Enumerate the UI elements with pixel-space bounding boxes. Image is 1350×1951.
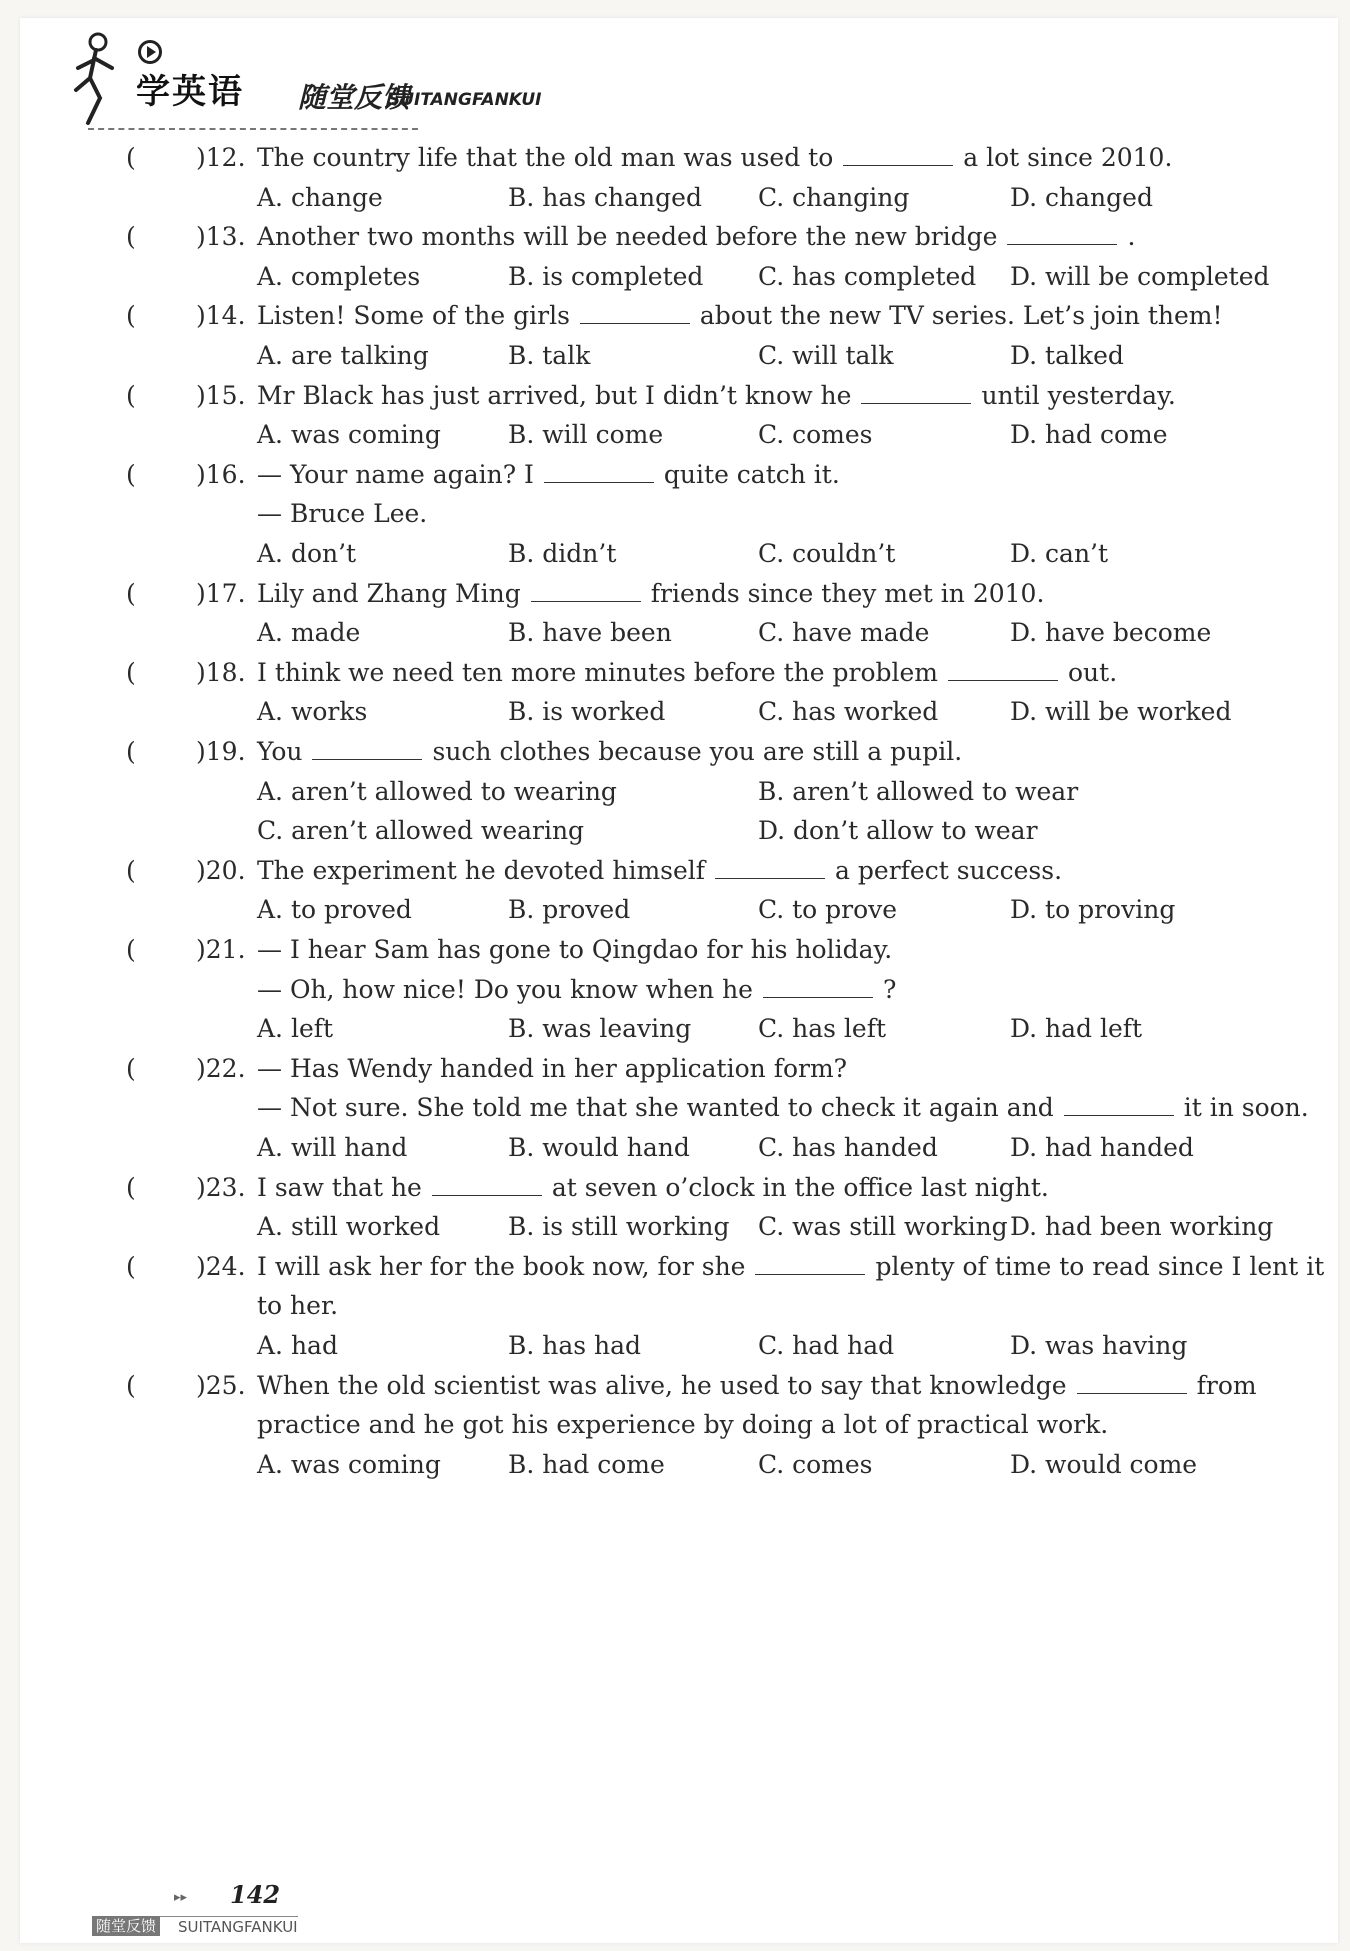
option-b[interactable]: B. would hand xyxy=(508,1133,690,1162)
option-c[interactable]: C. was still working xyxy=(758,1212,1008,1241)
stem-text: The experiment he devoted himself xyxy=(257,856,706,885)
option-b[interactable]: B. didn’t xyxy=(508,539,617,568)
option-b[interactable]: B. has had xyxy=(508,1331,642,1360)
stem-text: Lily and Zhang Ming xyxy=(257,579,521,608)
option-a[interactable]: A. left xyxy=(257,1014,334,1043)
stem-text-end: plenty of time to read since I lent it xyxy=(875,1252,1325,1281)
option-b[interactable]: B. proved xyxy=(508,895,631,924)
dialog-text-start: — Not sure. She told me that she wanted to check it again and xyxy=(257,1093,1054,1122)
question-row xyxy=(0,930,1350,970)
answer-blank[interactable] xyxy=(861,377,971,404)
question-row xyxy=(0,1366,1350,1406)
answer-paren-open: ( xyxy=(126,737,136,766)
answer-blank[interactable] xyxy=(948,654,1058,681)
runner-figure-icon xyxy=(68,28,138,128)
option-d[interactable]: D. changed xyxy=(1010,183,1153,212)
stem-text-end: about the new TV series. Let’s join them! xyxy=(699,301,1223,330)
dialog-text-start: — Oh, how nice! Do you know when he xyxy=(257,975,753,1004)
option-c[interactable]: C. comes xyxy=(758,1450,873,1479)
stem-text-end: until yesterday. xyxy=(981,381,1176,410)
question-stem xyxy=(257,1366,1257,1406)
option-c[interactable]: C. has worked xyxy=(758,697,939,726)
stem-text-end: quite catch it. xyxy=(663,460,840,489)
options-row xyxy=(0,1326,1350,1366)
header-subtitle-cn: 随堂反馈 xyxy=(298,81,411,114)
option-d[interactable]: D. will be completed xyxy=(1010,262,1270,291)
question-stem xyxy=(257,851,1062,891)
options-row xyxy=(0,613,1350,653)
stem-text: You xyxy=(257,737,303,766)
option-b[interactable]: B. talk xyxy=(508,341,591,370)
option-d[interactable]: D. had left xyxy=(1010,1014,1143,1043)
answer-paren-open: ( xyxy=(126,935,136,964)
option-b[interactable]: B. aren’t allowed to wear xyxy=(758,777,1079,806)
question-stem xyxy=(257,1049,847,1089)
option-a[interactable]: A. to proved xyxy=(257,895,412,924)
question-number: )15. xyxy=(196,381,246,410)
dialog-text: — Bruce Lee. xyxy=(257,499,428,528)
stem-text: The country life that the old man was used to xyxy=(257,143,834,172)
option-b[interactable]: B. is worked xyxy=(508,697,666,726)
question-number: )22. xyxy=(196,1054,246,1083)
option-b[interactable]: B. will come xyxy=(508,420,664,449)
dialog-line xyxy=(0,970,1350,1010)
question-number: )18. xyxy=(196,658,246,687)
option-c[interactable]: C. has handed xyxy=(758,1133,938,1162)
option-d[interactable]: D. talked xyxy=(1010,341,1124,370)
answer-blank[interactable] xyxy=(1077,1367,1187,1394)
options-row xyxy=(0,1009,1350,1049)
stem-text-end: from xyxy=(1196,1371,1257,1400)
answer-paren-open: ( xyxy=(126,658,136,687)
stem-text: — I hear Sam has gone to Qingdao for his holiday. xyxy=(257,935,893,964)
dialog-text xyxy=(257,970,896,1010)
stem-text: Another two months will be needed before the new bridge xyxy=(257,222,998,251)
option-b[interactable]: B. has changed xyxy=(508,183,702,212)
question-number: )20. xyxy=(196,856,246,885)
question-number: )17. xyxy=(196,579,246,608)
question-row xyxy=(0,574,1350,614)
play-icon xyxy=(138,40,162,64)
answer-blank[interactable] xyxy=(544,456,654,483)
option-b[interactable]: B. is completed xyxy=(508,262,704,291)
option-c[interactable]: C. has left xyxy=(758,1014,887,1043)
option-a[interactable]: A. made xyxy=(257,618,361,647)
option-a[interactable]: A. are talking xyxy=(257,341,429,370)
question-row xyxy=(0,1049,1350,1089)
answer-blank[interactable] xyxy=(580,297,690,324)
footer-badge: 随堂反馈 xyxy=(92,1916,160,1936)
answer-blank[interactable] xyxy=(755,1248,865,1275)
options-row xyxy=(0,1128,1350,1168)
answer-paren-open: ( xyxy=(126,1173,136,1202)
answer-blank[interactable] xyxy=(312,733,422,760)
stem-text-end: a lot since 2010. xyxy=(963,143,1173,172)
question-number: )24. xyxy=(196,1252,246,1281)
question-row xyxy=(0,217,1350,257)
stem-text: I will ask her for the book now, for she xyxy=(257,1252,746,1281)
option-d[interactable]: D. had been working xyxy=(1010,1212,1274,1241)
question-row xyxy=(0,376,1350,416)
dialog-text xyxy=(257,1088,1309,1128)
option-d[interactable]: D. can’t xyxy=(1010,539,1109,568)
answer-paren-open: ( xyxy=(126,301,136,330)
header-divider xyxy=(88,128,418,130)
page-number: 142 xyxy=(230,1880,281,1909)
answer-blank[interactable] xyxy=(1064,1089,1174,1116)
options-row xyxy=(0,178,1350,218)
question-continuation xyxy=(0,1286,1350,1326)
options-row xyxy=(0,534,1350,574)
question-row xyxy=(0,653,1350,693)
answer-blank[interactable] xyxy=(1007,218,1117,245)
question-number: )23. xyxy=(196,1173,246,1202)
stem-text-end: out. xyxy=(1068,658,1118,687)
page-footer xyxy=(92,1880,352,1940)
options-row xyxy=(0,415,1350,455)
question-stem xyxy=(257,732,962,772)
answer-blank[interactable] xyxy=(432,1169,542,1196)
option-a[interactable]: A. was coming xyxy=(257,420,441,449)
option-b[interactable]: B. have been xyxy=(508,618,672,647)
answer-paren-open: ( xyxy=(126,460,136,489)
question-stem xyxy=(257,296,1223,336)
stem-text-end: a perfect success. xyxy=(835,856,1063,885)
option-c[interactable]: C. had had xyxy=(758,1331,895,1360)
option-b[interactable]: B. is still working xyxy=(508,1212,730,1241)
option-d[interactable]: D. would come xyxy=(1010,1450,1198,1479)
option-a[interactable]: A. works xyxy=(257,697,368,726)
option-d[interactable]: D. don’t allow to wear xyxy=(758,816,1038,845)
stem-text-end: such clothes because you are still a pupil. xyxy=(432,737,963,766)
answer-blank[interactable] xyxy=(715,852,825,879)
stem-text-end: at seven o’clock in the office last night. xyxy=(551,1173,1049,1202)
stem-text-end: . xyxy=(1127,222,1136,251)
option-a[interactable]: A. still worked xyxy=(257,1212,441,1241)
stem-continuation: practice and he got his experience by doing a lot of practical work. xyxy=(257,1410,1109,1439)
answer-paren-open: ( xyxy=(126,222,136,251)
answer-paren-open: ( xyxy=(126,579,136,608)
option-a[interactable]: A. was coming xyxy=(257,1450,441,1479)
question-stem xyxy=(257,455,840,495)
stem-text: I think we need ten more minutes before the problem xyxy=(257,658,938,687)
options-row xyxy=(0,692,1350,732)
answer-paren-open: ( xyxy=(126,1252,136,1281)
answer-blank[interactable] xyxy=(531,575,641,602)
question-number: )21. xyxy=(196,935,246,964)
options-row xyxy=(0,1445,1350,1485)
question-number: )16. xyxy=(196,460,246,489)
stem-text: — Your name again? I xyxy=(257,460,534,489)
stem-text: Mr Black has just arrived, but I didn’t know he xyxy=(257,381,852,410)
question-row xyxy=(0,138,1350,178)
stem-text: Listen! Some of the girls xyxy=(257,301,570,330)
option-d[interactable]: D. to proving xyxy=(1010,895,1176,924)
stem-continuation: to her. xyxy=(257,1291,339,1320)
stem-text-end: friends since they met in 2010. xyxy=(650,579,1045,608)
answer-paren-open: ( xyxy=(126,381,136,410)
option-d[interactable]: D. had come xyxy=(1010,420,1168,449)
question-stem xyxy=(257,1247,1324,1287)
option-a[interactable]: A. had xyxy=(257,1331,338,1360)
question-stem xyxy=(257,217,1135,257)
options-row xyxy=(0,336,1350,376)
option-a[interactable]: A. will hand xyxy=(257,1133,408,1162)
option-c[interactable]: C. comes xyxy=(758,420,873,449)
options-row xyxy=(0,1207,1350,1247)
option-a[interactable]: A. completes xyxy=(257,262,421,291)
option-a[interactable]: A. aren’t allowed to wearing xyxy=(257,777,617,806)
option-d[interactable]: D. had handed xyxy=(1010,1133,1194,1162)
question-number: )12. xyxy=(196,143,246,172)
options-row xyxy=(0,811,1350,851)
answer-blank[interactable] xyxy=(843,139,953,166)
option-a[interactable]: A. don’t xyxy=(257,539,357,568)
question-stem xyxy=(257,1168,1049,1208)
option-d[interactable]: D. have become xyxy=(1010,618,1212,647)
question-number: )25. xyxy=(196,1371,246,1400)
page-header xyxy=(68,28,588,138)
options-row xyxy=(0,890,1350,930)
answer-paren-open: ( xyxy=(126,1054,136,1083)
option-a[interactable]: A. change xyxy=(257,183,383,212)
header-subtitle-en: SUITANGFANKUI xyxy=(388,90,542,110)
option-c[interactable]: C. aren’t allowed wearing xyxy=(257,816,585,845)
arrow-icon: ▸▸ xyxy=(174,1890,188,1905)
option-c[interactable]: C. has completed xyxy=(758,262,977,291)
question-row xyxy=(0,1168,1350,1208)
answer-paren-open: ( xyxy=(126,143,136,172)
question-stem xyxy=(257,653,1117,693)
question-stem xyxy=(257,574,1044,614)
option-b[interactable]: B. was leaving xyxy=(508,1014,692,1043)
question-number: )19. xyxy=(196,737,246,766)
option-c[interactable]: C. changing xyxy=(758,183,910,212)
question-row xyxy=(0,296,1350,336)
answer-blank[interactable] xyxy=(763,971,873,998)
stem-text: I saw that he xyxy=(257,1173,422,1202)
dialog-line xyxy=(0,494,1350,534)
header-title: 学英语 xyxy=(136,72,244,112)
dialog-text-end: it in soon. xyxy=(1183,1093,1309,1122)
question-number: )13. xyxy=(196,222,246,251)
options-row xyxy=(0,257,1350,297)
option-c[interactable]: C. to prove xyxy=(758,895,898,924)
question-stem xyxy=(257,930,892,970)
option-d[interactable]: D. will be worked xyxy=(1010,697,1232,726)
question-number: )14. xyxy=(196,301,246,330)
dialog-text-end: ? xyxy=(882,975,897,1004)
option-d[interactable]: D. was having xyxy=(1010,1331,1188,1360)
question-row xyxy=(0,732,1350,772)
question-stem xyxy=(257,138,1172,178)
question-row xyxy=(0,1247,1350,1287)
answer-paren-open: ( xyxy=(126,1371,136,1400)
dialog-line xyxy=(0,1088,1350,1128)
answer-paren-open: ( xyxy=(126,856,136,885)
question-row xyxy=(0,455,1350,495)
question-continuation xyxy=(0,1405,1350,1445)
option-c[interactable]: C. couldn’t xyxy=(758,539,896,568)
stem-text: When the old scientist was alive, he used to say that knowledge xyxy=(257,1371,1067,1400)
footer-badge-en: SUITANGFANKUI xyxy=(178,1918,298,1936)
option-c[interactable]: C. will talk xyxy=(758,341,894,370)
options-row xyxy=(0,772,1350,812)
option-b[interactable]: B. had come xyxy=(508,1450,665,1479)
stem-text: — Has Wendy handed in her application form? xyxy=(257,1054,848,1083)
question-row xyxy=(0,851,1350,891)
option-c[interactable]: C. have made xyxy=(758,618,930,647)
question-stem xyxy=(257,376,1176,416)
